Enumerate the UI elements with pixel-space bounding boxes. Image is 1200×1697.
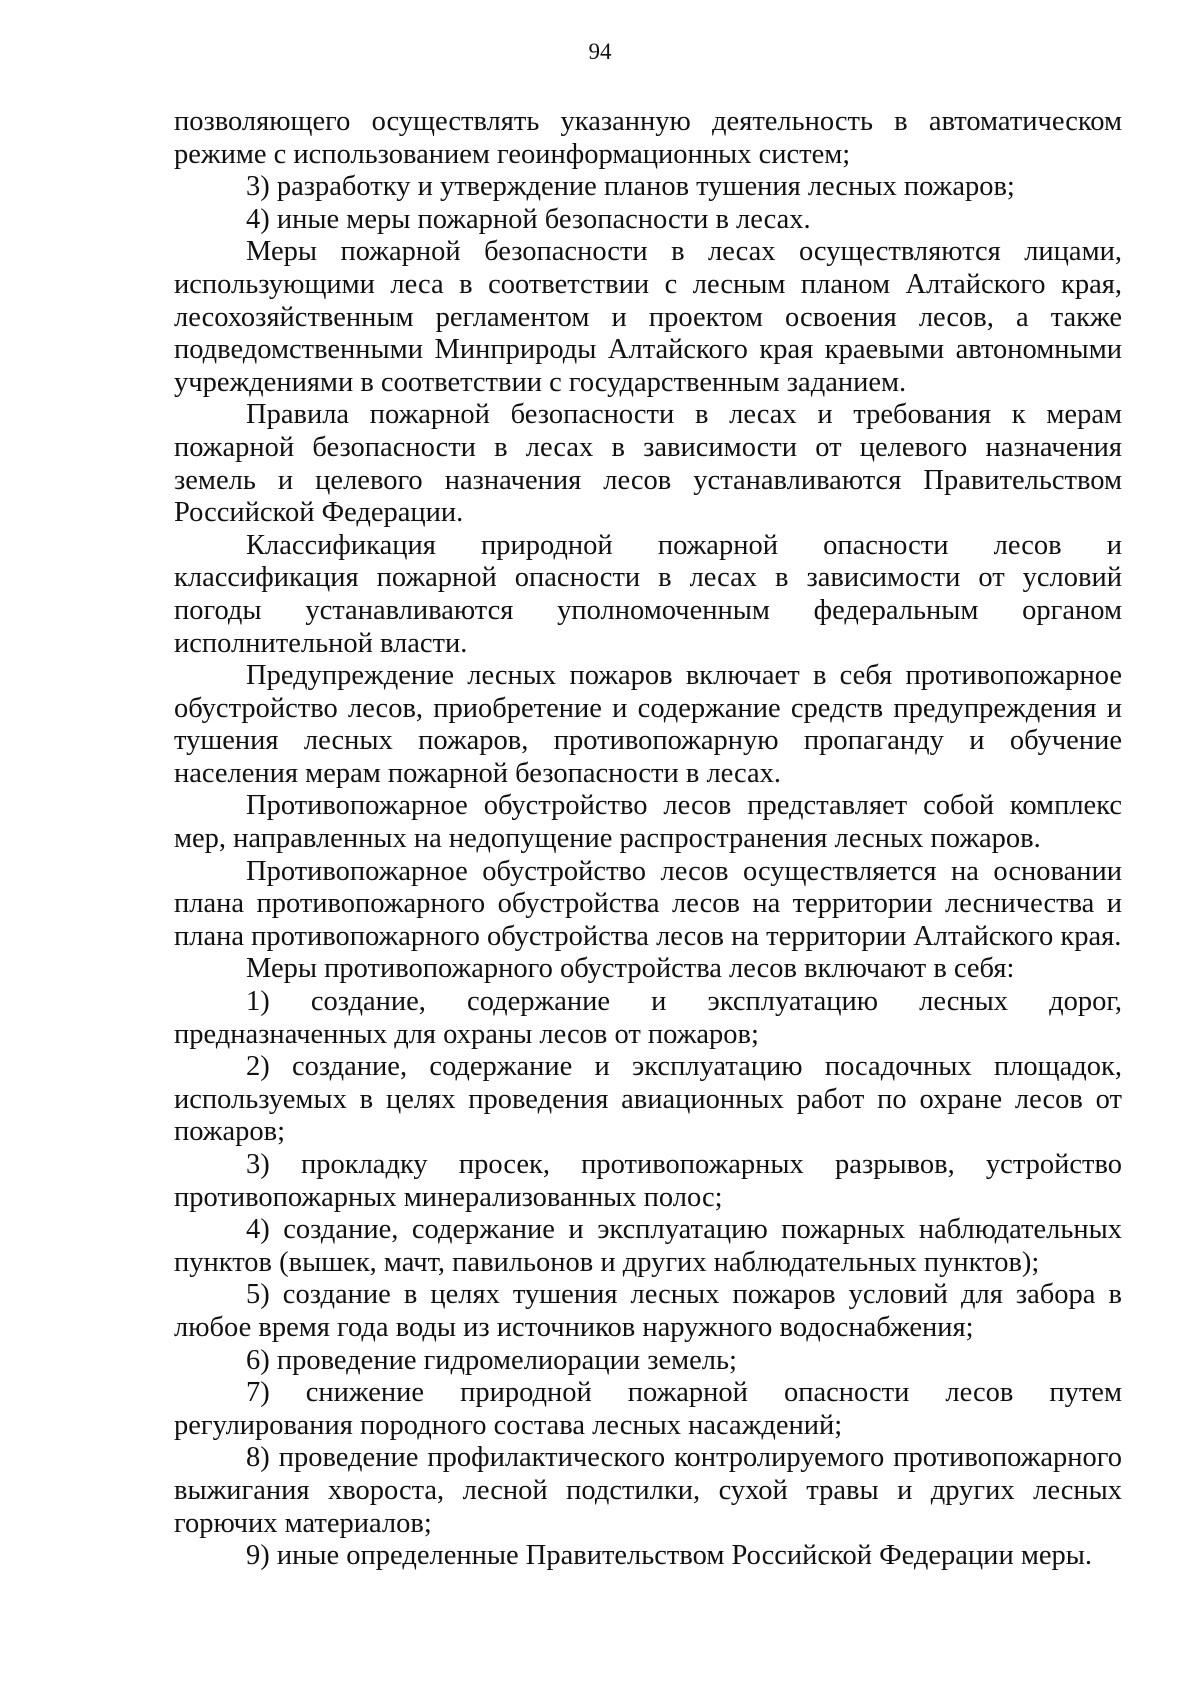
paragraph-measures-intro: Меры противопожарного обустройства лесов включают в себя: — [246, 953, 1015, 985]
list-item-species-regulation: 7) снижение природной пожарной опасности лесов путем регулирования породного состава лесных насаждений; — [174, 1377, 1122, 1441]
paragraph-fire-safety-rules: Правила пожарной безопасности в лесах и требования к мерам пожарной безопасности в лесах в зависимости от целевого назначения земель и целевого назначения лесов устанавливаются Правительством Российской Федерации. — [174, 399, 1122, 529]
list-item-plans: 3) разработку и утверждение планов тушения лесных пожаров; — [246, 171, 1015, 203]
paragraph-fire-arrangement-definition: Противопожарное обустройство лесов представляет собой комплекс мер, направленных на недопущение распространения лесных пожаров. — [174, 790, 1122, 855]
list-item-other-measures: 4) иные меры пожарной безопасности в лесах. — [246, 203, 811, 235]
list-item-hydromelioration: 6) проведение гидромелиорации земель; — [246, 1344, 737, 1376]
list-item-observation-points: 4) создание, содержание и эксплуатацию пожарных наблюдательных пунктов (вышек, мачт, павильонов и других наблюдательных пунктов); — [174, 1214, 1122, 1278]
list-item-roads: 1) создание, содержание и эксплуатацию лесных дорог, предназначенных для охраны лесов от пожаров; — [174, 986, 1122, 1050]
list-item-controlled-burning: 8) проведение профилактического контролируемого противопожарного выжигания хвороста, лесной подстилки, сухой травы и других лесных горючих материалов; — [174, 1442, 1122, 1539]
list-item-clearings: 3) прокладку просек, противопожарных разрывов, устройство противопожарных минерализованных полос; — [174, 1149, 1122, 1213]
list-item-landing-sites: 2) создание, содержание и эксплуатацию посадочных площадок, используемых в целях проведения авиационных работ по охране лесов от пожаров; — [174, 1051, 1122, 1148]
paragraph-continuation: позволяющего осуществлять указанную деятельность в автоматическом режиме с использованием геоинформационных систем; — [174, 106, 1122, 170]
paragraph-fire-prevention: Предупреждение лесных пожаров включает в себя противопожарное обустройство лесов, приобретение и содержание средств предупреждения и тушения лесных пожаров, противопожарную пропаганду и обучение населения мерам пожарной безопасности в лесах. — [174, 660, 1122, 789]
page-number: 94 — [588, 39, 612, 64]
document-body — [174, 106, 1122, 1573]
paragraph-fire-safety-measures: Меры пожарной безопасности в лесах осуществляются лицами, использующими леса в соответствии с лесным планом Алтайского края, лесохозяйственным регламентом и проектом освоения лесов, а также подведомственными Минприроды Алтайского края краевыми автономными учреждениями в соответствии с государственным заданием. — [174, 236, 1122, 398]
list-item-water-supply: 5) создание в целях тушения лесных пожаров условий для забора в любое время года воды из источников наружного водоснабжения; — [174, 1279, 1122, 1343]
paragraph-classification: Классификация природной пожарной опасности лесов и классификация пожарной опасности в лесах в зависимости от условий погоды устанавливаются уполномоченным федеральным органом исполнительной власти. — [174, 529, 1122, 659]
list-item-other-government-measures: 9) иные определенные Правительством Российской Федерации меры. — [246, 1540, 1093, 1572]
paragraph-fire-arrangement-basis: Противопожарное обустройство лесов осуществляется на основании плана противопожарного обустройства лесов на территории лесничества и плана противопожарного обустройства лесов на территории Алтайского края. — [174, 855, 1122, 952]
